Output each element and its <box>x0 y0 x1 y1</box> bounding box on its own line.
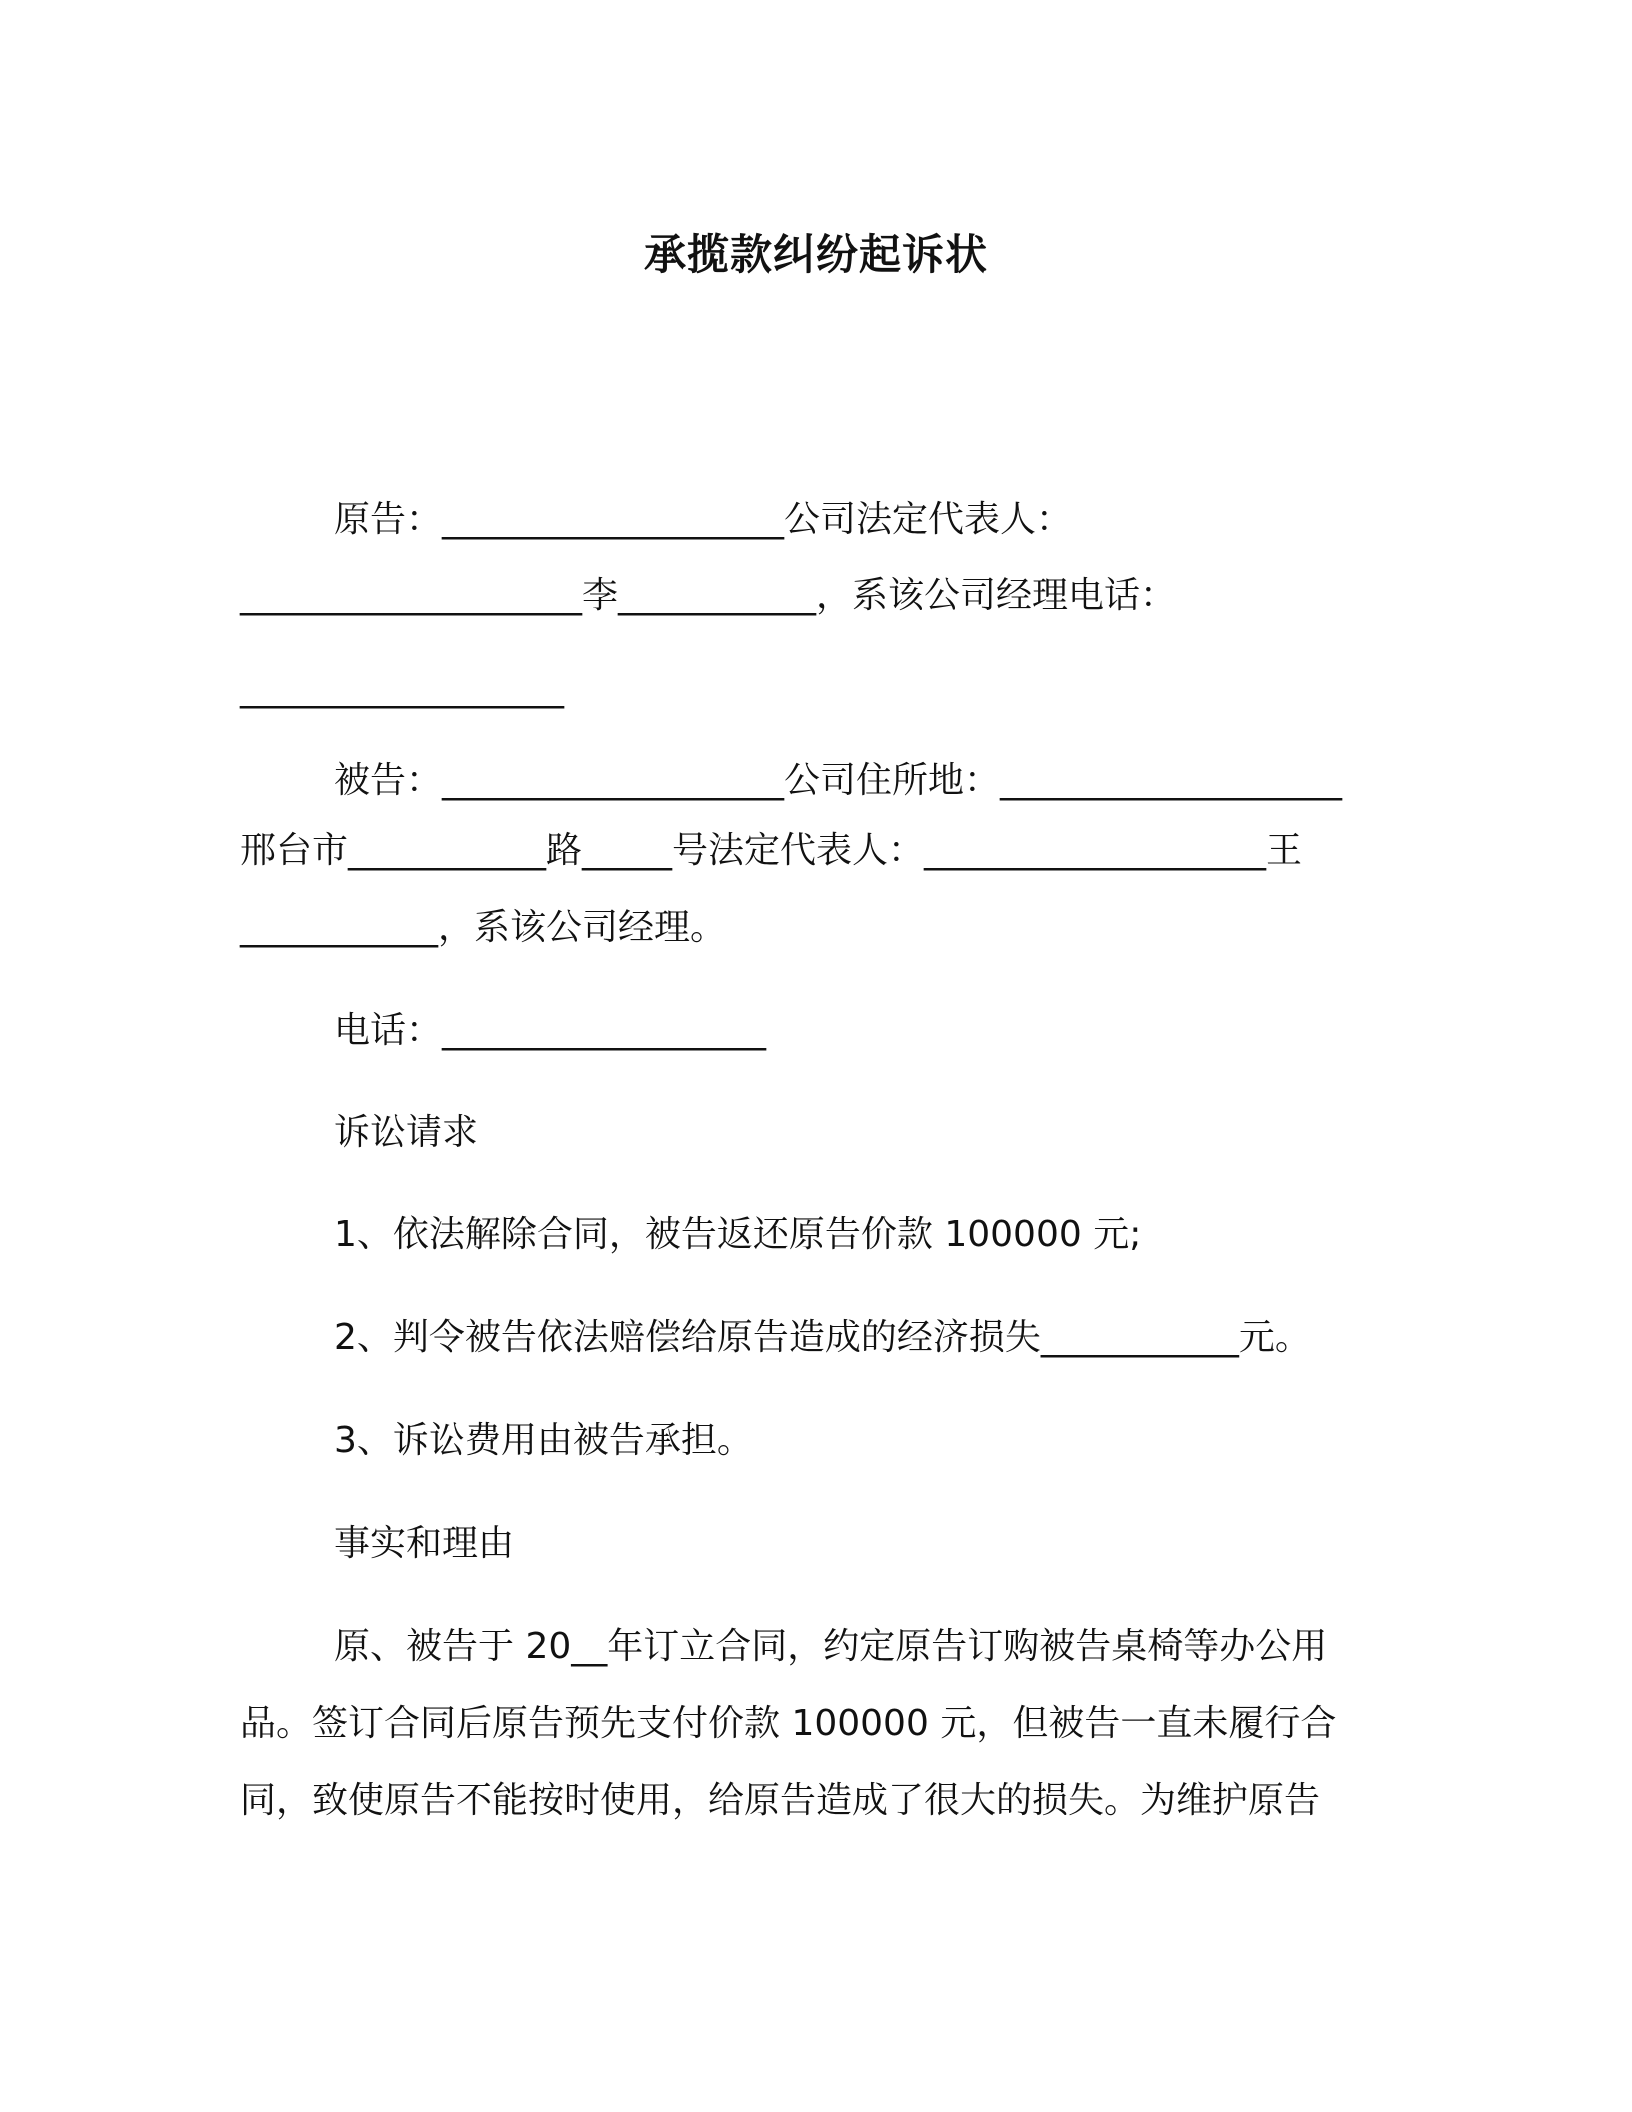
plaintiff-phone-line: __________________ <box>240 668 564 709</box>
claim-item-1: 1、依法解除合同，被告返还原告价款 100000 元; <box>334 1214 1142 1255</box>
document-title: 承揽款纠纷起诉状 <box>643 230 988 279</box>
facts-heading: 事实和理由 <box>334 1523 515 1564</box>
plaintiff-line: 原告：___________________公司法定代表人： <box>334 499 1073 540</box>
facts-paragraph-line-3: 同，致使原告不能按时使用，给原告造成了很大的损失。为维护原告 <box>240 1780 1321 1821</box>
plaintiff-representative-line: ___________________李___________，系该公司经理电话： <box>240 575 1177 616</box>
facts-paragraph-line-2: 品。签订合同后原告预先支付价款 100000 元，但被告一直未履行合 <box>240 1703 1337 1744</box>
claim-item-2: 2、判令被告依法赔偿给原告造成的经济损失___________元。 <box>334 1317 1311 1358</box>
defendant-manager-line: ___________，系该公司经理。 <box>240 907 727 948</box>
defendant-line: 被告：___________________公司住所地：___________________ <box>334 760 1343 801</box>
claims-heading: 诉讼请求 <box>334 1112 479 1153</box>
facts-paragraph-line-1: 原、被告于 20__年订立合同，约定原告订购被告桌椅等办公用 <box>334 1626 1328 1667</box>
defendant-address-line: 邢台市___________路_____号法定代表人：___________________王 <box>240 830 1303 871</box>
claim-item-3: 3、诉讼费用由被告承担。 <box>334 1420 753 1461</box>
defendant-phone-line: 电话：__________________ <box>334 1010 767 1051</box>
